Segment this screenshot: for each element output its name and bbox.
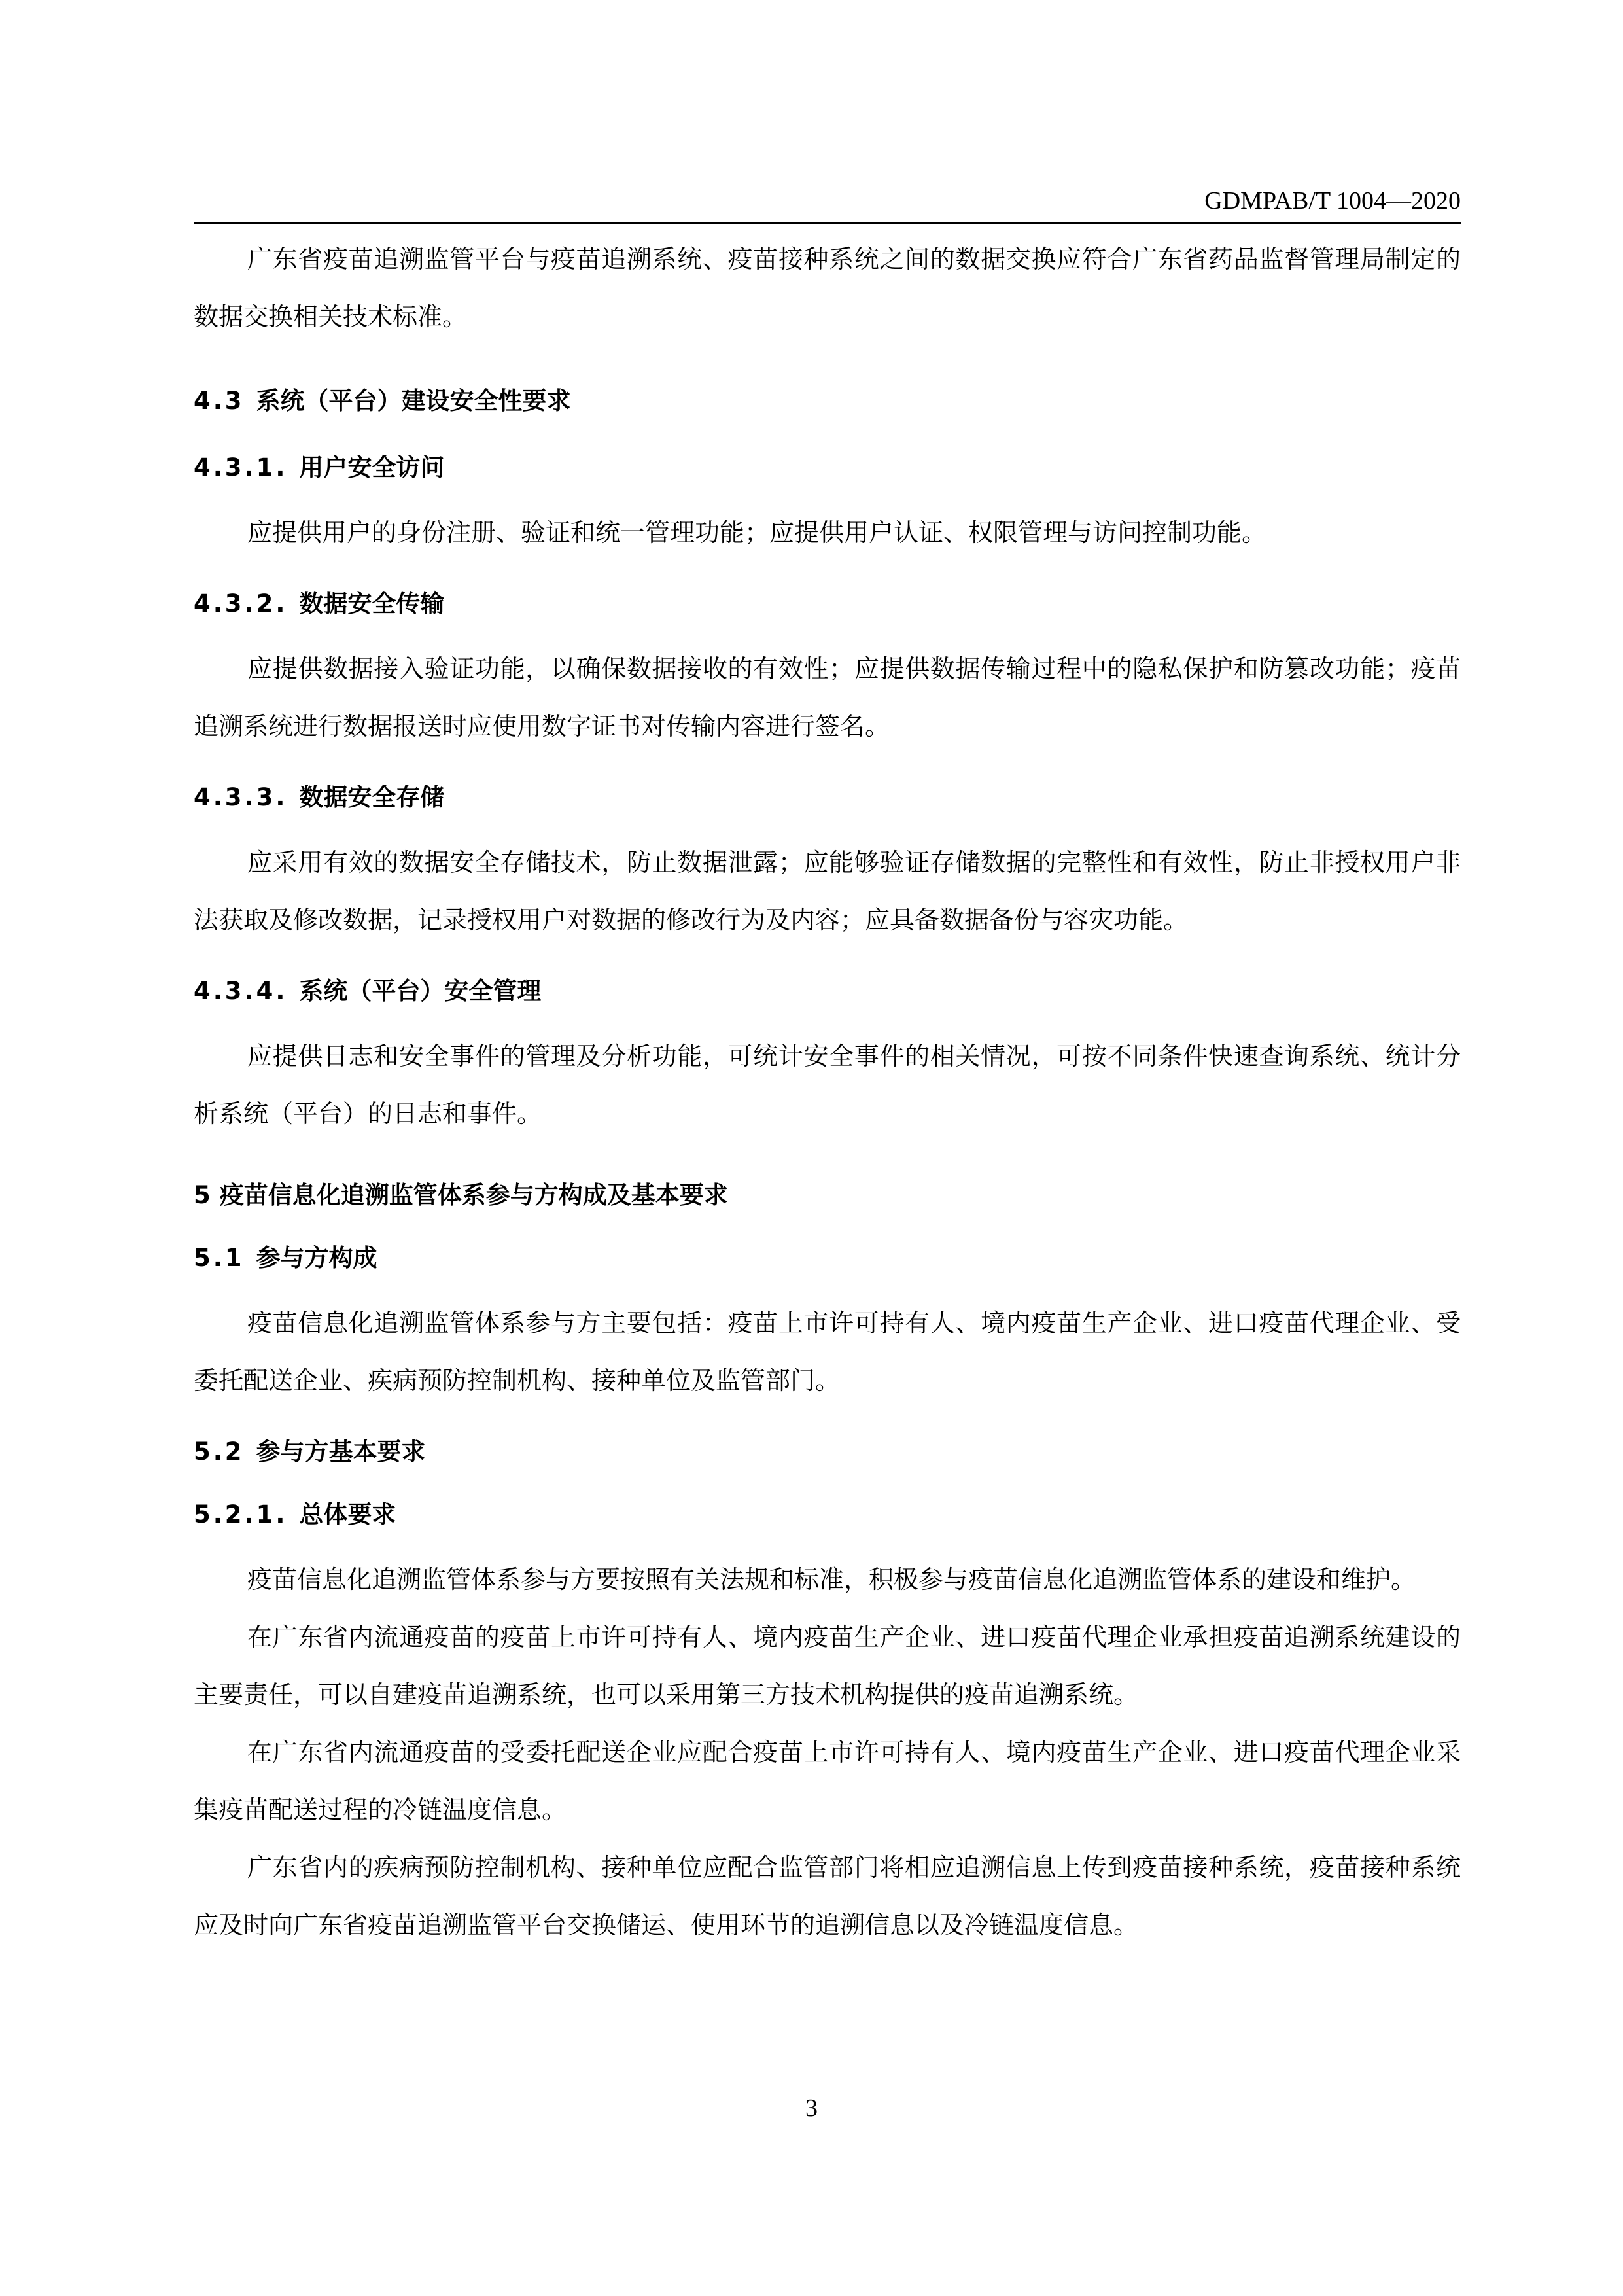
section-number: 5.2: [194, 1438, 245, 1466]
section-title: 用户安全访问: [299, 453, 445, 482]
section-heading-4-3-4: [194, 975, 1461, 1008]
paragraph-participants: 疫苗信息化追溯监管体系参与方主要包括：疫苗上市许可持有人、境内疫苗生产企业、进口疫苗代理企业、受委托配送企业、疾病预防控制机构、接种单位及监管部门。: [194, 1309, 1461, 1395]
section-number: 4.3.4.: [194, 977, 288, 1005]
section-title: 疫苗信息化追溯监管体系参与方构成及基本要求: [219, 1181, 728, 1209]
section-number: 4.3.2.: [194, 590, 288, 618]
paragraph-security-management: 应提供日志和安全事件的管理及分析功能，可统计安全事件的相关情况，可按不同条件快速查询系统、统计分析系统（平台）的日志和事件。: [194, 1042, 1461, 1128]
paragraph-cdc-duty: 广东省内的疾病预防控制机构、接种单位应配合监管部门将相应追溯信息上传到疫苗接种系统，疫苗接种系统应及时向广东省疫苗追溯监管平台交换储运、使用环节的追溯信息以及冷链温度信息。: [194, 1853, 1461, 1939]
document-body: [194, 230, 1461, 1954]
section-heading-4-3-3: [194, 781, 1461, 814]
paragraph-general-requirements: 疫苗信息化追溯监管体系参与方要按照有关法规和标准，积极参与疫苗信息化追溯监管体系的建设和维护。: [247, 1565, 1416, 1594]
paragraph-data-storage: 应采用有效的数据安全存储技术，防止数据泄露；应能够验证存储数据的完整性和有效性，防止非授权用户非法获取及修改数据，记录授权用户对数据的修改行为及内容；应具备数据备份与容灾功能。: [194, 848, 1461, 934]
header-divider: [194, 222, 1461, 224]
section-heading-5-1: [194, 1242, 1461, 1275]
section-number: 5.2.1.: [194, 1500, 288, 1528]
section-heading-5-2: [194, 1436, 1461, 1468]
standard-code: GDMPAB/T 1004—2020: [1204, 187, 1461, 215]
section-heading-4-3: [194, 385, 1461, 417]
section-title: 数据安全存储: [299, 783, 445, 811]
paragraph-distributor-duty: 在广东省内流通疫苗的受委托配送企业应配合疫苗上市许可持有人、境内疫苗生产企业、进口疫苗代理企业采集疫苗配送过程的冷链温度信息。: [194, 1738, 1461, 1824]
section-heading-5-2-1: [194, 1498, 1461, 1531]
paragraph-user-access: 应提供用户的身份注册、验证和统一管理功能；应提供用户认证、权限管理与访问控制功能。: [247, 518, 1267, 547]
section-heading-4-3-2: [194, 588, 1461, 620]
section-heading-4-3-1: [194, 451, 1461, 484]
section-heading-5: [194, 1179, 1461, 1212]
section-title: 系统（平台）安全管理: [299, 977, 542, 1005]
section-number: 5.1: [194, 1244, 245, 1272]
section-title: 数据安全传输: [299, 590, 445, 618]
section-title: 系统（平台）建设安全性要求: [256, 387, 571, 415]
section-title: 参与方基本要求: [256, 1438, 426, 1466]
page-number: 3: [805, 2094, 818, 2122]
section-number: 5: [194, 1181, 213, 1209]
paragraph-holder-responsibility: 在广东省内流通疫苗的疫苗上市许可持有人、境内疫苗生产企业、进口疫苗代理企业承担疫苗追溯系统建设的主要责任，可以自建疫苗追溯系统，也可以采用第三方技术机构提供的疫苗追溯系统。: [194, 1623, 1461, 1709]
section-number: 4.3.3.: [194, 783, 288, 811]
section-title: 参与方构成: [256, 1244, 377, 1272]
paragraph-data-exchange: 广东省疫苗追溯监管平台与疫苗追溯系统、疫苗接种系统之间的数据交换应符合广东省药品监督管理局制定的数据交换相关技术标准。: [194, 245, 1461, 331]
paragraph-data-transfer: 应提供数据接入验证功能，以确保数据接收的有效性；应提供数据传输过程中的隐私保护和防篡改功能；疫苗追溯系统进行数据报送时应使用数字证书对传输内容进行签名。: [194, 654, 1461, 741]
section-number: 4.3.1.: [194, 453, 288, 482]
section-title: 总体要求: [299, 1500, 396, 1528]
section-number: 4.3: [194, 387, 245, 415]
